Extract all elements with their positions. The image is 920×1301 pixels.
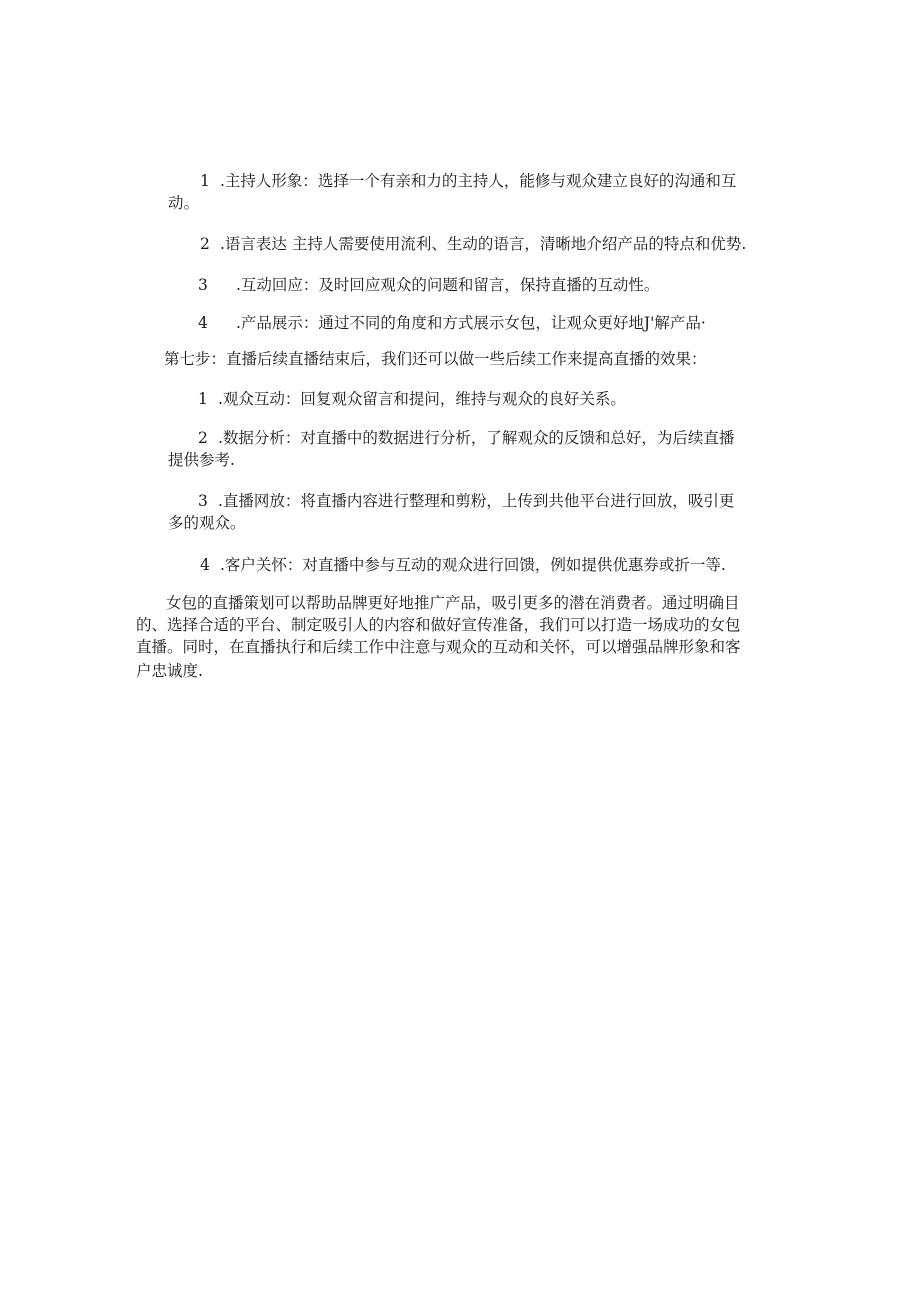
list-item-number: 2 xyxy=(198,429,208,447)
step-heading: 第七步：直播后续直播结束后，我们还可以做一些后续工作来提高直播的效果： xyxy=(164,350,707,368)
list-item-number: 4 xyxy=(200,556,210,574)
list-item-text: .观众互动：回复观众留言和提问，维持与观众的良好关系。 xyxy=(218,390,626,408)
list-item-number: 3 xyxy=(198,276,208,294)
list-item-text-continued: 提供参考. xyxy=(168,451,235,469)
conclusion-line: 户忠诚度. xyxy=(136,662,203,680)
list-item-text: .客户关怀：对直播中参与互动的观众进行回馈，例如提供优惠券或折一等. xyxy=(220,556,726,574)
list-item-number: 3 xyxy=(198,492,208,510)
list-item-text-continued: 多的观众。 xyxy=(168,514,246,532)
list-item-number: 1 xyxy=(200,172,210,190)
list-item-text: .主持人形象：选择一个有亲和力的主持人，能修与观众建立良好的沟通和互 xyxy=(220,172,737,190)
conclusion-line: 女包的直播策划可以帮助品牌更好地推广产品，吸引更多的潜在消费者。通过明确目 xyxy=(166,594,740,612)
list-item-number: 2 xyxy=(200,235,210,253)
conclusion-line: 直播。同时，在直播执行和后续工作中注意与观众的互动和关怀，可以增强品牌形象和客 xyxy=(136,638,741,656)
list-item-text: .直播网放：将直播内容进行整理和剪粉，上传到共他平台进行回放，吸引更 xyxy=(218,492,735,510)
list-item-text-continued: 动。 xyxy=(168,194,200,212)
list-item-text: .互动回应：及时回应观众的问题和留言，保持直播的互动性。 xyxy=(236,276,660,294)
list-item-text: .产品展示：通过不同的角度和方式展示女包，让观众更好地J'解产品· xyxy=(236,314,706,332)
conclusion-line: 的、选择合适的平台、制定吸引人的内容和做好宣传准备，我们可以打造一场成功的女包 xyxy=(136,616,741,634)
list-item-text: .语言表达 主持人需要使用流利、生动的语言，清晰地介绍产品的特点和优势. xyxy=(220,235,747,253)
list-item-number: 1 xyxy=(198,390,208,408)
list-item-number: 4 xyxy=(198,314,208,332)
list-item-text: .数据分析：对直播中的数据进行分析，了解观众的反馈和总好，为后续直播 xyxy=(218,429,735,447)
